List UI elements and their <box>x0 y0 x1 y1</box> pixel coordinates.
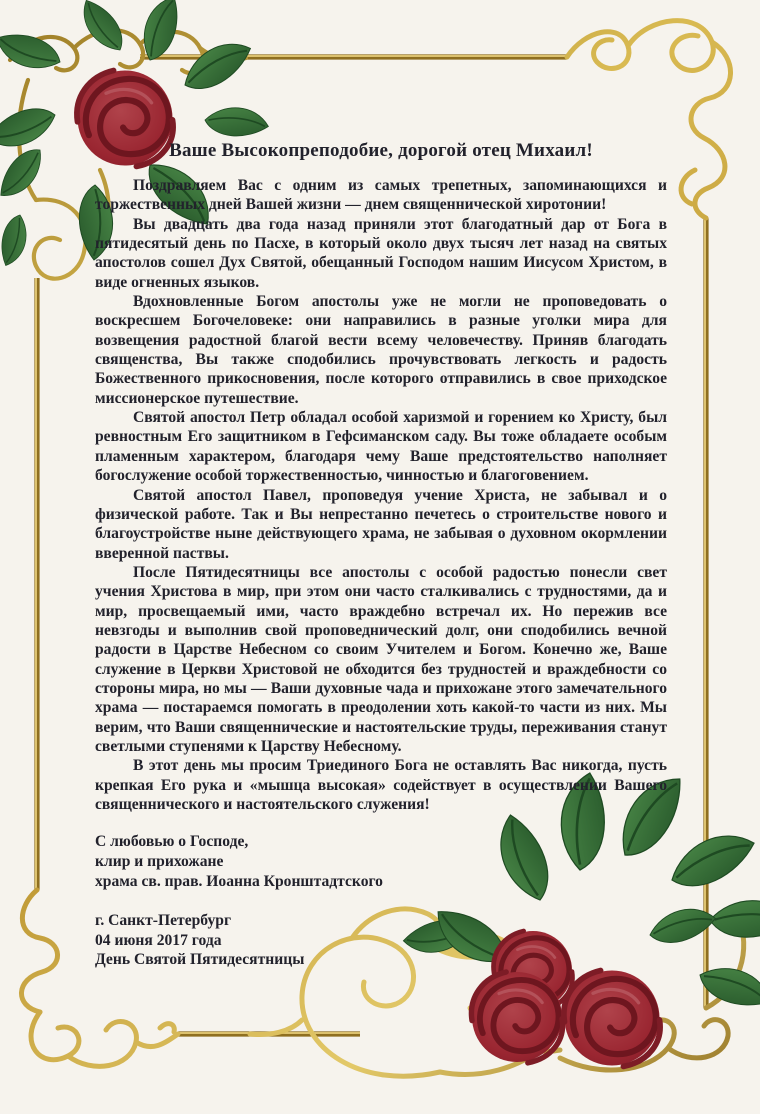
rose-icon <box>564 971 660 1067</box>
signature-line: С любовью о Господе, <box>95 833 249 851</box>
leaf-icon <box>664 828 760 892</box>
leaf-icon <box>0 212 36 269</box>
signature-line: клир и прихожане <box>95 852 224 870</box>
place-date-line: 04 июня 2017 года <box>95 931 222 949</box>
leaf-icon <box>0 21 65 82</box>
letter-paragraph: Поздравляем Вас с одним из самых трепетных, запоминающихся и торжественных дней Вашей жизни — днем священнической хиротонии! <box>95 177 667 214</box>
letter-paragraph: Вдохновленные Богом апостолы уже не могли не проповедовать о воскресшем Богочеловеке: они направились в разные уголки мира для возвещения радостной благой вести всему человечеству. Приняв благодать священства, Вы также сподобились прочувствовать легкость и радость Божественного прикосновения, после которого отправились в свое приходское миссионерское путешествие. <box>95 293 667 407</box>
place-date-line: г. Санкт-Петербург <box>95 912 232 930</box>
letter-content <box>95 0 667 970</box>
letter-paragraph: После Пятидесятницы все апостолы с особой радостью понесли свет учения Христова в мир, при этом они часто сталкивались с трудностями, да и мир, просвещаемый ими, часто враждебно встречал их. Но пережив все невзгоды и выполнив свой проповеднический долг, они сподобились вечной радости в Царстве Небесном со своим Учителем и Богом. Конечно же, Ваше служение в Церкви Христовой не обходится без трудностей и враждебности со стороны мира, но мы — Ваши духовные чада и прихожане этого замечательного храма — постараемся помогать в преодолении хоть какой-то части из них. Мы верим, что Ваши священнические и настоятельские труды, переживания станут светлыми ступенями к Царству Небесному. <box>95 563 667 755</box>
letter-body <box>95 176 667 814</box>
letter-paragraph: Святой апостол Павел, проповедуя учение Христа, не забывал и о физической работе. Так и Вы непрестанно печетесь о строительстве нового и благоустройстве ныне действующего храма, не забывая о духовном окормлении вверенной паствы. <box>95 486 667 562</box>
leaf-icon <box>0 144 53 204</box>
place-date-line: День Святой Пятидесятницы <box>95 951 305 969</box>
letter-title: Ваше Высокопреподобие, дорогой отец Михаил! <box>169 140 593 161</box>
leaf-icon <box>708 893 760 945</box>
signature-line: храма св. прав. Иоанна Кронштадтского <box>95 872 383 890</box>
letter-paragraph: В этот день мы просим Триединого Бога не оставлять Вас никогда, пусть крепкая Его рука и «мышца высокая» содействует в осуществлении Вашего священнического и настоятельского служения! <box>95 757 667 813</box>
letter-paragraph: Вы двадцать два года назад приняли этот благодатный дар от Бога в пятидесятый день по Пасхе, в который около двух тысяч лет назад на святых апостолов сошел Дух Святой, обещанный Господом нашим Иисусом Христом, в виде огненных языков. <box>95 215 667 291</box>
signature-block <box>95 832 515 891</box>
place-date-block <box>95 911 515 970</box>
letter-paragraph: Святой апостол Петр обладал особой харизмой и горением ко Христу, был ревностным Его защитником в Гефсиманском саду. Вы тоже обладаете особым пламенным характером, благодаря чему Ваше предстоятельство наполняет богослужение особой торжественностью, чинностью и благоговением. <box>95 409 667 485</box>
leaf-icon <box>0 105 59 150</box>
